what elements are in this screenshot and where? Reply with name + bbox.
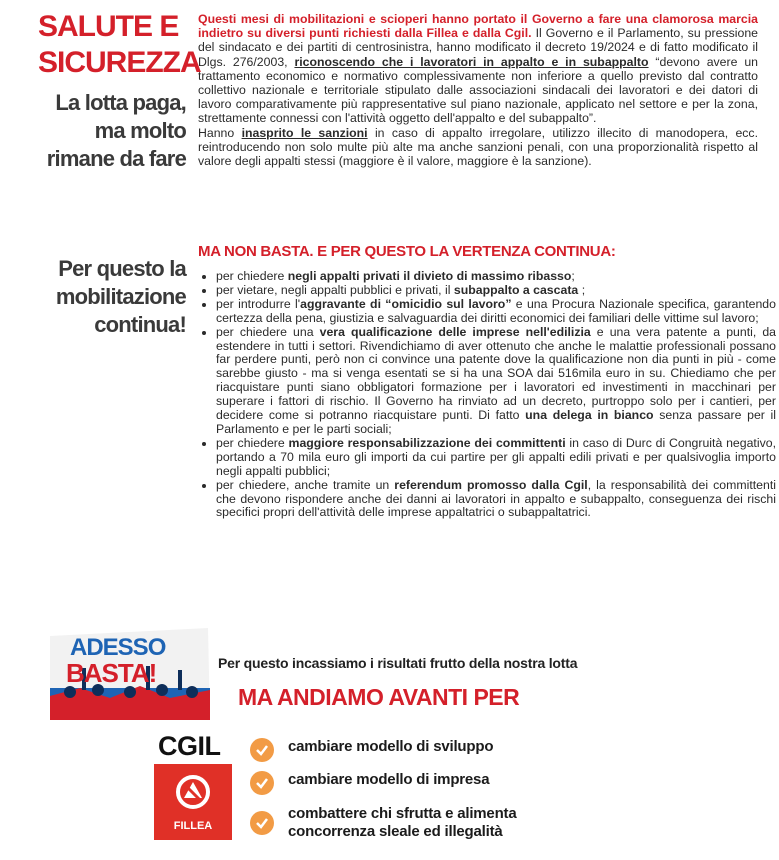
title-line-1: SALUTE E <box>38 10 179 43</box>
vertenza-heading: MA NON BASTA. E PER QUESTO LA VERTENZA CONTINUA: <box>198 243 616 260</box>
intro-p1-start: Il Governo e il Parlamento, su pressione del sindacato e dei partiti di centrosinistra, hanno modificato il decreto 19/2024 e di fatto modificato il Dlgs. 276/2003, <box>198 26 759 69</box>
goal-item: combattere chi sfrutta e alimenta concorrenza sleale ed illegalità <box>250 805 516 841</box>
fillea-logo <box>154 764 232 840</box>
list-item: • per introdurre l'aggravante di “omicidio sul lavoro” e una Procura Nazionale specifica, garantendo certezza della pena, giustizia e salvaguardia dei diritti economici dei familiari delle vittime sul lavoro; <box>216 298 776 326</box>
check-icon <box>250 771 274 795</box>
intro-p2-start: Hanno <box>198 125 235 140</box>
goal-item: cambiare modello di impresa <box>250 771 489 795</box>
list-item: • per chiedere negli appalti privati il divieto di massimo ribasso; <box>216 270 776 284</box>
second-heading-line-1: Per questo la <box>58 256 186 281</box>
goal-item: cambiare modello di sviluppo <box>250 738 493 762</box>
adesso-basta-banner <box>50 628 210 720</box>
title-line-2: SICUREZZA <box>38 46 201 79</box>
fillea-emblem-icon <box>154 764 232 820</box>
check-icon <box>250 811 274 835</box>
subtitle-line-3: rimane da fare <box>46 146 186 171</box>
fillea-label: FILLEA <box>173 820 213 832</box>
intro-p2-end: in caso di appalto irregolare, utilizzo illecito di manodopera, ecc. reintroducendo non solo multe più alte ma anche sanzioni penali, con una proporzionalità rispetto al valore degli appalti stessi (maggiore è il valore, maggiore è la sanzione). <box>198 125 758 169</box>
intro-p1-quote: “devono avere un trattamento economico e normativo complessivamente non inferiore a quello previsto dal contratto collettivo nazionale e territoriale stipulato dalle associazioni sindacali dei lavoratori e dei datori di lavoro comparativamente più rappresentative sul piano nazionale, applicato nel settore e per la zona, strettamente connessi con l'attività oggetto dell'appalto e del subappalto”. <box>198 54 758 126</box>
list-item: • per chiedere maggiore responsabilizzazione dei committenti in caso di Durc di Congruità negativo, portando a 70 mila euro gli importi da cui partire per gli appalti edili privati e per qualsivoglia importo negli appalti pubblici; <box>216 437 776 479</box>
intro-red-paragraph: Questi mesi di mobilitazioni e scioperi hanno portato il Governo a fare una clamorosa marcia indietro su diversi punti richiesti dalla Fillea e dalla Cgil. <box>198 12 758 41</box>
second-heading-line-3: continua! <box>94 312 186 337</box>
check-icon <box>250 738 274 762</box>
banner-line-1: ADESSO <box>70 634 166 661</box>
cgil-logo-text: CGIL <box>158 731 221 761</box>
subtitle-line-2: ma molto <box>94 118 186 143</box>
list-item: • per chiedere una vera qualificazione delle imprese nell'edilizia e una vera patente a punti, da estendere in tutti i settori. Rivendichiamo di aver ottenuto che anche le malattie professionali possano far perdere punti, però non ci convince una patente dove la qualificazione non dia punti in più - come sarebbe giusto - ma si venga esentati se si ha una SOA dai 516mila euro in su. Chiediamo che per riacquistare punti siano obbligatori formazione per i lavoratori ed investimenti in macchinari per superare i fattori di rischio. Il Governo ha rinviato ad un decreto, purtroppo solo per i cantieri, per decidere come si potranno riacquistare punti. Di fatto una delega in bianco senza passare per il Parlamento e per le parti sociali; <box>216 326 776 437</box>
list-item: • per vietare, negli appalti pubblici e privati, il subappalto a cascata ; <box>216 284 776 298</box>
avanti-heading: MA ANDIAMO AVANTI PER <box>238 684 520 710</box>
incassiamo-text: Per questo incassiamo i risultati frutto della nostra lotta <box>218 655 578 671</box>
second-heading-line-2: mobilitazione <box>55 284 186 309</box>
list-item: • per chiedere, anche tramite un referendum promosso dalla Cgil, la responsabilità dei committenti che devono rispondere anche dei danni ai lavoratori in appalto e subappalto, conseguenza dei rischi specifici propri dell'attività delle imprese appaltatrici o subappaltatrici. <box>216 479 776 521</box>
intro-text <box>198 12 758 168</box>
intro-p1-underlined: riconoscendo che i lavoratori in appalto e in subappalto <box>294 54 649 69</box>
subtitle-line-1: La lotta paga, <box>55 90 186 115</box>
demands-list <box>198 270 776 520</box>
intro-p2-underlined: inasprito le sanzioni <box>241 125 368 140</box>
banner-line-2: BASTA! <box>66 658 157 688</box>
